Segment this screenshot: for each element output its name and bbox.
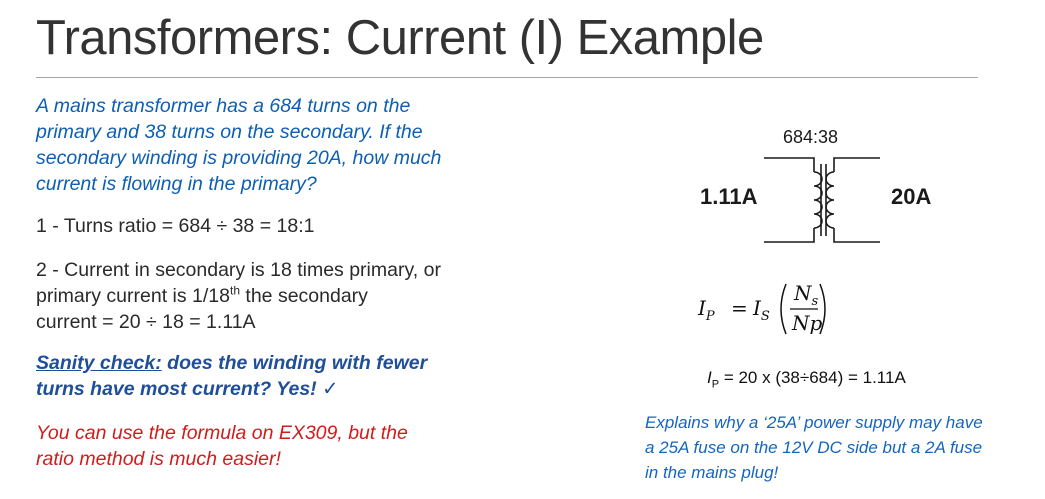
step-2-line: current = 20 ÷ 18 = 1.11A bbox=[36, 311, 256, 333]
step-2-line bbox=[36, 283, 441, 309]
title-divider bbox=[36, 77, 978, 78]
left-paren bbox=[781, 284, 786, 334]
ordinal-suffix: th bbox=[229, 283, 240, 298]
primary-current-label: 1.11A bbox=[700, 184, 758, 209]
note-line: You can use the formula on EX309, but the bbox=[36, 422, 408, 444]
primary-top-lead bbox=[764, 158, 814, 172]
formula-rhs bbox=[753, 296, 770, 324]
step-2-text: the secondary bbox=[240, 285, 368, 307]
formula-var: I bbox=[753, 296, 761, 320]
sanity-text: does the winding with fewer bbox=[161, 352, 428, 374]
question-paragraph bbox=[36, 93, 441, 197]
page-title: Transformers: Current (I) Example bbox=[36, 11, 764, 65]
secondary-current-label: 20A bbox=[891, 184, 932, 209]
calc-sub: P bbox=[711, 378, 720, 391]
calc-rest: = 20 x (38÷684) = 1.11A bbox=[723, 368, 906, 387]
sanity-check bbox=[36, 350, 427, 402]
step-2-line: 2 - Current in secondary is 18 times primary, or bbox=[36, 259, 441, 281]
primary-bottom-lead bbox=[764, 228, 814, 242]
step-1-turns-ratio: 1 - Turns ratio = 684 ÷ 38 = 18:1 bbox=[36, 215, 315, 237]
question-line: A mains transformer has a 684 turns on the bbox=[36, 95, 411, 117]
sanity-line bbox=[36, 350, 427, 376]
secondary-bottom-lead bbox=[834, 228, 880, 242]
formula-numerator bbox=[794, 281, 818, 309]
sanity-line: turns have most current? Yes! ✓ bbox=[36, 378, 339, 400]
calc-var: I bbox=[707, 368, 712, 387]
formula-equals: = bbox=[731, 296, 748, 320]
formula-denominator: Np bbox=[792, 311, 823, 335]
formula-note bbox=[36, 420, 408, 472]
explanation-line: Explains why a ‘25A’ power supply may have bbox=[645, 413, 983, 432]
secondary-top-lead bbox=[834, 158, 880, 172]
formula-lhs bbox=[698, 296, 715, 324]
transformer-symbol bbox=[760, 154, 960, 284]
question-line: primary and 38 turns on the secondary. If the bbox=[36, 121, 423, 143]
question-line: current is flowing in the primary? bbox=[36, 173, 317, 195]
step-2-current bbox=[36, 257, 441, 335]
calculation-line bbox=[707, 368, 906, 390]
explanation-note bbox=[645, 410, 983, 485]
formula-var: I bbox=[698, 296, 706, 320]
explanation-line: in the mains plug! bbox=[645, 463, 779, 482]
question-line: secondary winding is providing 20A, how much bbox=[36, 147, 442, 169]
secondary-coil bbox=[826, 172, 834, 228]
formula-sub: P bbox=[705, 309, 715, 324]
sanity-label: Sanity check: bbox=[36, 352, 162, 374]
turns-ratio-label: 684:38 bbox=[783, 127, 839, 147]
explanation-line: a 25A fuse on the 12V DC side but a 2A fuse bbox=[645, 438, 983, 457]
formula-sub: s bbox=[811, 294, 819, 309]
step-2-text: primary current is 1/18 bbox=[36, 285, 230, 307]
formula-var: N bbox=[794, 281, 812, 305]
formula-sub: S bbox=[760, 309, 770, 324]
note-line: ratio method is much easier! bbox=[36, 448, 281, 470]
